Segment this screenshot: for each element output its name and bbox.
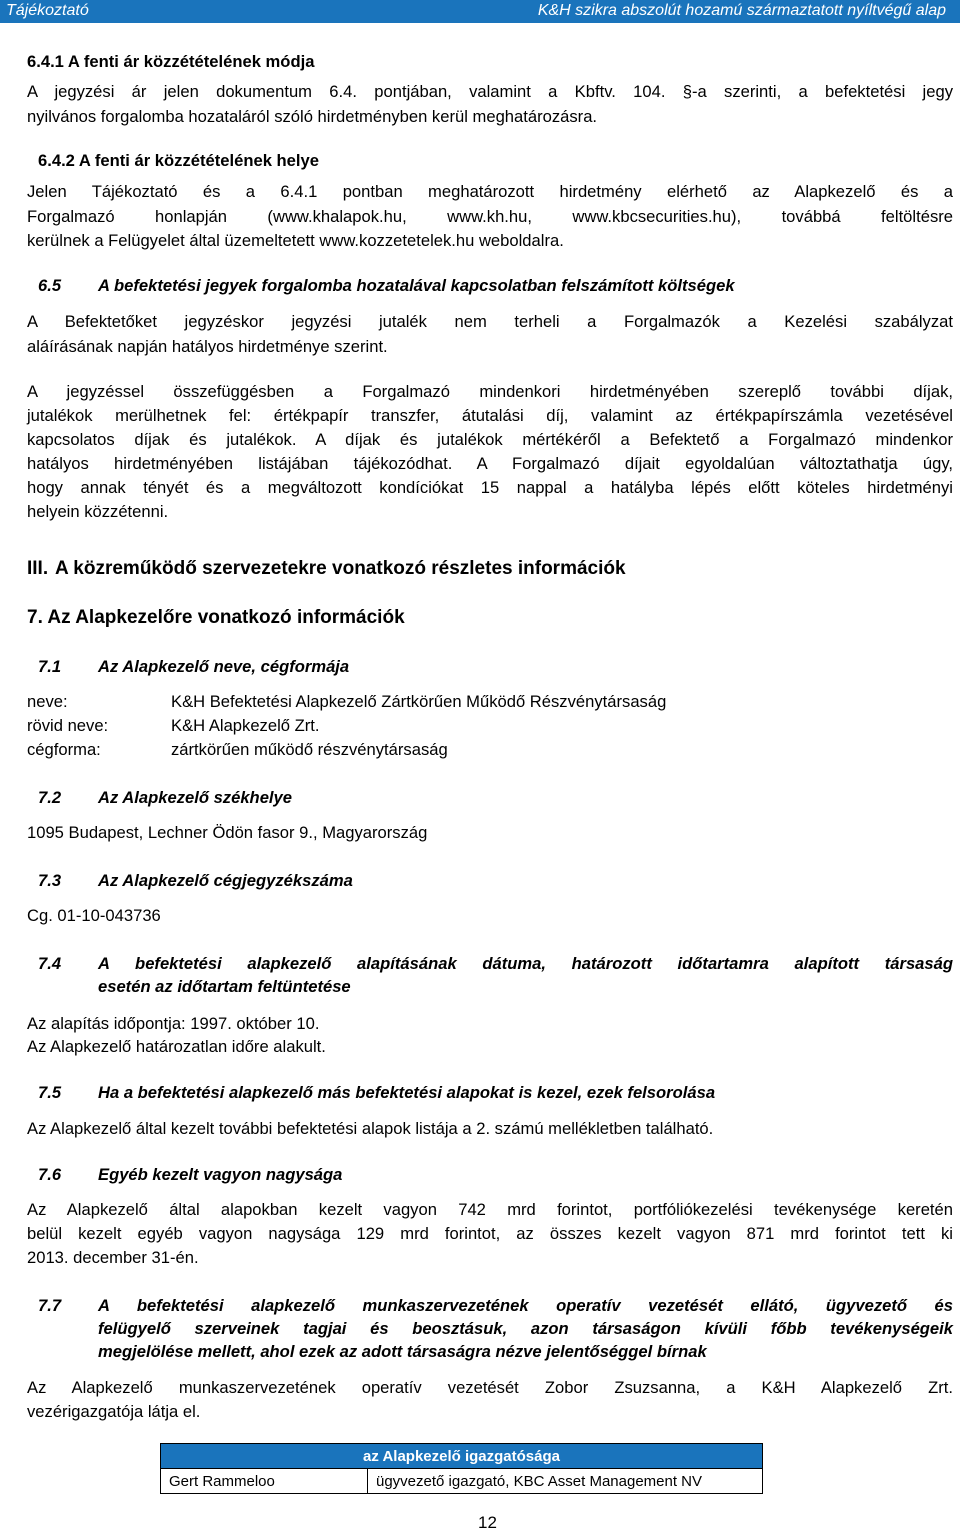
page-header — [0, 0, 960, 23]
section-6-4-2-line-2: Forgalmazó honlapján (www.khalapok.hu, www.kh.hu, www.kbcsecurities.hu), továbbá feltöltésre — [27, 207, 953, 226]
section-6-5-p2-line-3: kapcsolatos díjak és jutalékok. A díjak és jutalékok mértékéről a Befektető a Forgalmazó mindenkor — [27, 430, 953, 449]
section-7-3-heading: Az Alapkezelő cégjegyzékszáma — [98, 871, 353, 890]
section-7-1-number: 7.1 — [38, 657, 62, 676]
section-7-5-heading: Ha a befektetési alapkezelő más befektetési alapokat is kezel, ezek felsorolása — [98, 1083, 716, 1102]
section-6-4-2-line-3: kerülnek a Felügyelet által üzemeltetett www.kozzetetelek.hu weboldalra. — [27, 231, 564, 250]
section-7-4-heading-line-1: A befektetési alapkezelő alapításának dátuma, határozott időtartamra alapított társaság — [98, 954, 953, 973]
section-7-6-line-3: 2013. december 31-én. — [27, 1248, 199, 1267]
short-name-value: K&H Alapkezelő Zrt. — [171, 716, 320, 735]
name-value: K&H Befektetési Alapkezelő Zártkörűen Működő Részvénytársaság — [171, 692, 667, 711]
section-7-7-heading-line-3: megjelölése mellett, ahol ezek az adott társaságra nézve jelentőséggel bírnak — [98, 1342, 707, 1361]
section-6-4-2-heading: 6.4.2 A fenti ár közzétételének helye — [38, 151, 319, 170]
section-6-4-1-line-2: nyilvános forgalomba hozataláról szóló hirdetményben kerül meghatározásra. — [27, 107, 598, 126]
page-number: 12 — [478, 1513, 497, 1532]
section-7-2-heading: Az Alapkezelő székhelye — [98, 788, 292, 807]
section-7-4-number: 7.4 — [38, 954, 62, 973]
table-header: az Alapkezelő igazgatósága — [161, 1444, 763, 1469]
section-7-7-number: 7.7 — [38, 1296, 62, 1315]
section-6-5-p2-line-5: hogy annak tényét és a megváltozott kondíciókat 15 nappal a hatályba lépés előtt köteles hirdetményi — [27, 478, 953, 497]
part-3-number: III. — [27, 558, 49, 579]
part-3-title: A közreműködő szervezetekre vonatkozó részletes információk — [55, 558, 626, 579]
section-7-6-number: 7.6 — [38, 1165, 62, 1184]
section-6-5-p1-line-2: aláírásának napján hatályos hirdetménye szerint. — [27, 337, 388, 356]
board-of-directors-table — [160, 1443, 763, 1494]
section-6-4-2-line-1: Jelen Tájékoztató és a 6.4.1 pontban meghatározott hirdetmény elérhető az Alapkezelő és a — [27, 182, 953, 201]
section-7-7-line-2: vezérigazgatója látja el. — [27, 1402, 201, 1421]
section-6-5-p2-line-4: hatályos hirdetményében listájában tájékozódhat. A Forgalmazó díjait egyoldalúan változtathatja úgy, — [27, 454, 953, 473]
section-7-6-heading: Egyéb kezelt vagyon nagysága — [98, 1165, 343, 1184]
section-6-5-p2-line-6: helyein közzétenni. — [27, 502, 169, 521]
table-header-row — [161, 1444, 763, 1469]
section-6-4-1-line-1: A jegyzési ár jelen dokumentum 6.4. pontjában, valamint a Kbftv. 104. §-a szerinti, a befektetési jegy — [27, 82, 953, 101]
section-7-6-line-2: belül kezelt egyéb vagyon nagysága 129 mrd forintot, az összes kezelt vagyon 871 mrd forintot tett ki — [27, 1224, 953, 1243]
header-left-title: Tájékoztató — [6, 2, 89, 19]
company-form-label: cégforma: — [27, 740, 101, 759]
section-7-title: 7. Az Alapkezelőre vonatkozó információk — [27, 607, 405, 628]
registration-number: Cg. 01-10-043736 — [27, 906, 161, 925]
headquarters-address: 1095 Budapest, Lechner Ödön fasor 9., Magyarország — [27, 823, 428, 842]
section-6-5-p1-line-1: A Befektetőket jegyzéskor jegyzési jutalék nem terheli a Forgalmazók a Kezelési szabályzat — [27, 312, 953, 331]
other-funds-text: Az Alapkezelő által kezelt további befektetési alapok listája a 2. számú mellékletben található. — [27, 1119, 714, 1138]
section-7-6-line-1: Az Alapkezelő által alapokban kezelt vagyon 742 mrd forintot, portfóliókezelési tevékenysége keretén — [27, 1200, 953, 1219]
section-6-5-p2-line-1: A jegyzéssel összefüggésben a Forgalmazó mindenkori hirdetményében szereplő további díjak, — [27, 382, 953, 401]
section-7-7-line-1: Az Alapkezelő munkaszervezetének operatív vezetését Zobor Zsuzsanna, a K&H Alapkezelő Zrt. — [27, 1378, 953, 1397]
founding-date: Az alapítás időpontja: 1997. október 10. — [27, 1014, 320, 1033]
section-6-5-heading: A befektetési jegyek forgalomba hozatalával kapcsolatban felszámított költségek — [98, 276, 735, 295]
header-right-title: K&H szikra abszolút hozamú származtatott nyíltvégű alap — [537, 2, 946, 19]
section-7-3-number: 7.3 — [38, 871, 62, 890]
section-7-7-heading-line-2: felügyelő szerveinek tagjai és beosztásuk, azon társaságon kívüli főbb tevékenységeik — [98, 1319, 953, 1338]
section-6-4-1-heading: 6.4.1 A fenti ár közzétételének módja — [27, 52, 315, 71]
short-name-label: rövid neve: — [27, 716, 109, 735]
section-7-2-number: 7.2 — [38, 788, 62, 807]
section-6-5-p2-line-2: jutalékok merülhetnek fel: értékpapír transzfer, átutalási díj, valamint az értékpapírszámla vezetésével — [27, 406, 953, 425]
table-row — [161, 1469, 763, 1494]
section-7-5-number: 7.5 — [38, 1083, 62, 1102]
name-label: neve: — [27, 692, 68, 711]
duration-note: Az Alapkezelő határozatlan időre alakult. — [27, 1037, 326, 1056]
member-name: Gert Rammeloo — [161, 1469, 368, 1494]
section-7-7-heading-line-1: A befektetési alapkezelő munkaszervezetének operatív vezetését ellátó, ügyvezető és — [98, 1296, 953, 1315]
section-7-4-heading-line-2: esetén az időtartam feltüntetése — [98, 977, 351, 996]
company-form-value: zártkörűen működő részvénytársaság — [171, 740, 448, 759]
section-7-1-heading: Az Alapkezelő neve, cégformája — [98, 657, 350, 676]
member-role: ügyvezető igazgató, KBC Asset Management NV — [368, 1469, 763, 1494]
section-6-5-number: 6.5 — [38, 276, 62, 295]
